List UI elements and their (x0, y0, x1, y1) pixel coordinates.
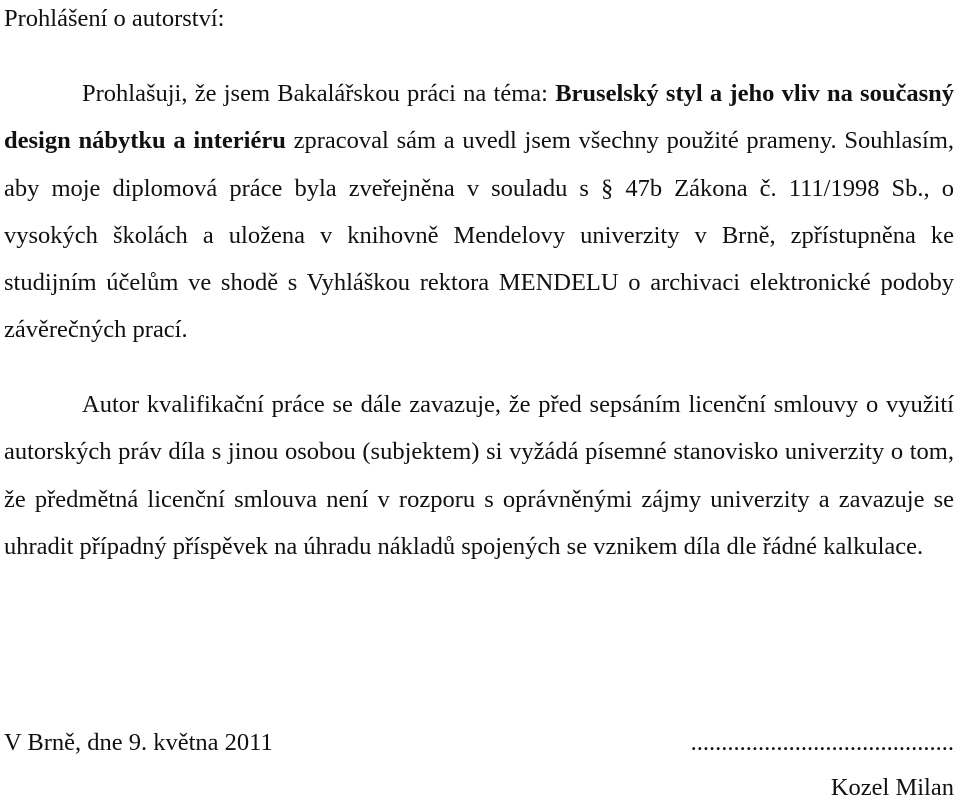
signature-line: ........................................... (690, 729, 954, 756)
place-and-date: V Brně, dne 9. května 2011 (4, 729, 273, 756)
paragraph-intro: Prohlašuji, že jsem Bakalářskou práci na téma: (82, 80, 556, 107)
paragraph-rest: zpracoval sám a uvedl jsem všechny použité prameny. Souhlasím, aby moje diplomová práce byla zveřejněna v souladu s § 47b Zákona č. 111/1998 Sb., o vysokých školách a uložena v knihovně Mendelovy univerzity v Brně, zpřístupněna ke studijním účelům ve shodě s Vyhláškou rektora MENDELU o archivaci elektronické podoby závěrečných prací. (4, 127, 954, 344)
declaration-paragraph (4, 70, 954, 354)
declaration-heading: Prohlášení o autorství: (4, 5, 225, 32)
obligation-paragraph: Autor kvalifikační práce se dále zavazuje, že před sepsáním licenční smlouvy o využití autorských práv díla s jinou osobou (subjektem) si vyžádá písemné stanovisko univerzity o tom, že předmětná licenční smlouva není v rozporu s oprávněnými zájmy univerzity a zavazuje se uhradit případný příspěvek na úhradu nákladů spojených se vznikem díla dle řádné kalkulace. (4, 391, 954, 560)
author-name: Kozel Milan (830, 774, 954, 801)
thesis-title: Bruselský styl a jeho vliv na současný design nábytku a interiéru (4, 80, 955, 155)
